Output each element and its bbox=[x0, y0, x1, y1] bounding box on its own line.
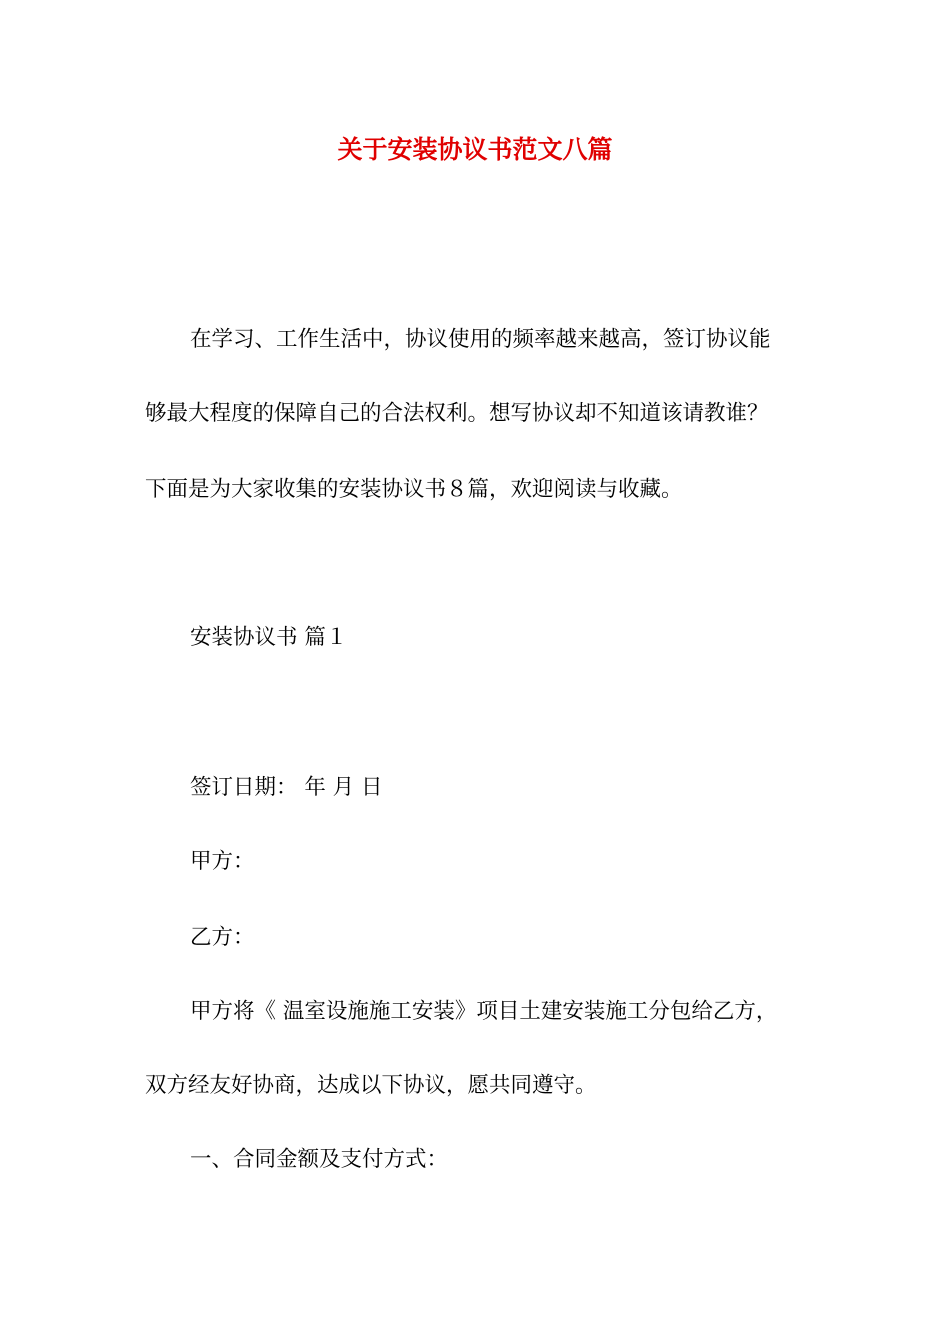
party-b: 乙方： bbox=[190, 925, 255, 950]
intro-line-3: 下面是为大家收集的安装协议书８篇，欢迎阅读与收藏。 bbox=[145, 477, 683, 502]
section-heading: 安装协议书 篇１ bbox=[190, 625, 348, 650]
party-a: 甲方： bbox=[190, 849, 255, 874]
body-line-2: 双方经友好协商，达成以下协议，愿共同遵守。 bbox=[145, 1073, 597, 1098]
intro-line-1: 在学习、工作生活中，协议使用的频率越来越高，签订协议能 bbox=[190, 327, 771, 352]
clause-heading: 一、合同金额及支付方式： bbox=[190, 1147, 449, 1172]
sign-date: 签订日期： 年 月 日 bbox=[190, 775, 383, 800]
document-title: 关于安装协议书范文八篇 bbox=[337, 135, 613, 164]
intro-line-2: 够最大程度的保障自己的合法权利。想写协议却不知道该请教谁？ bbox=[145, 401, 769, 426]
body-line-1: 甲方将《 温室设施施工安装》项目土建安装施工分包给乙方， bbox=[190, 999, 778, 1024]
